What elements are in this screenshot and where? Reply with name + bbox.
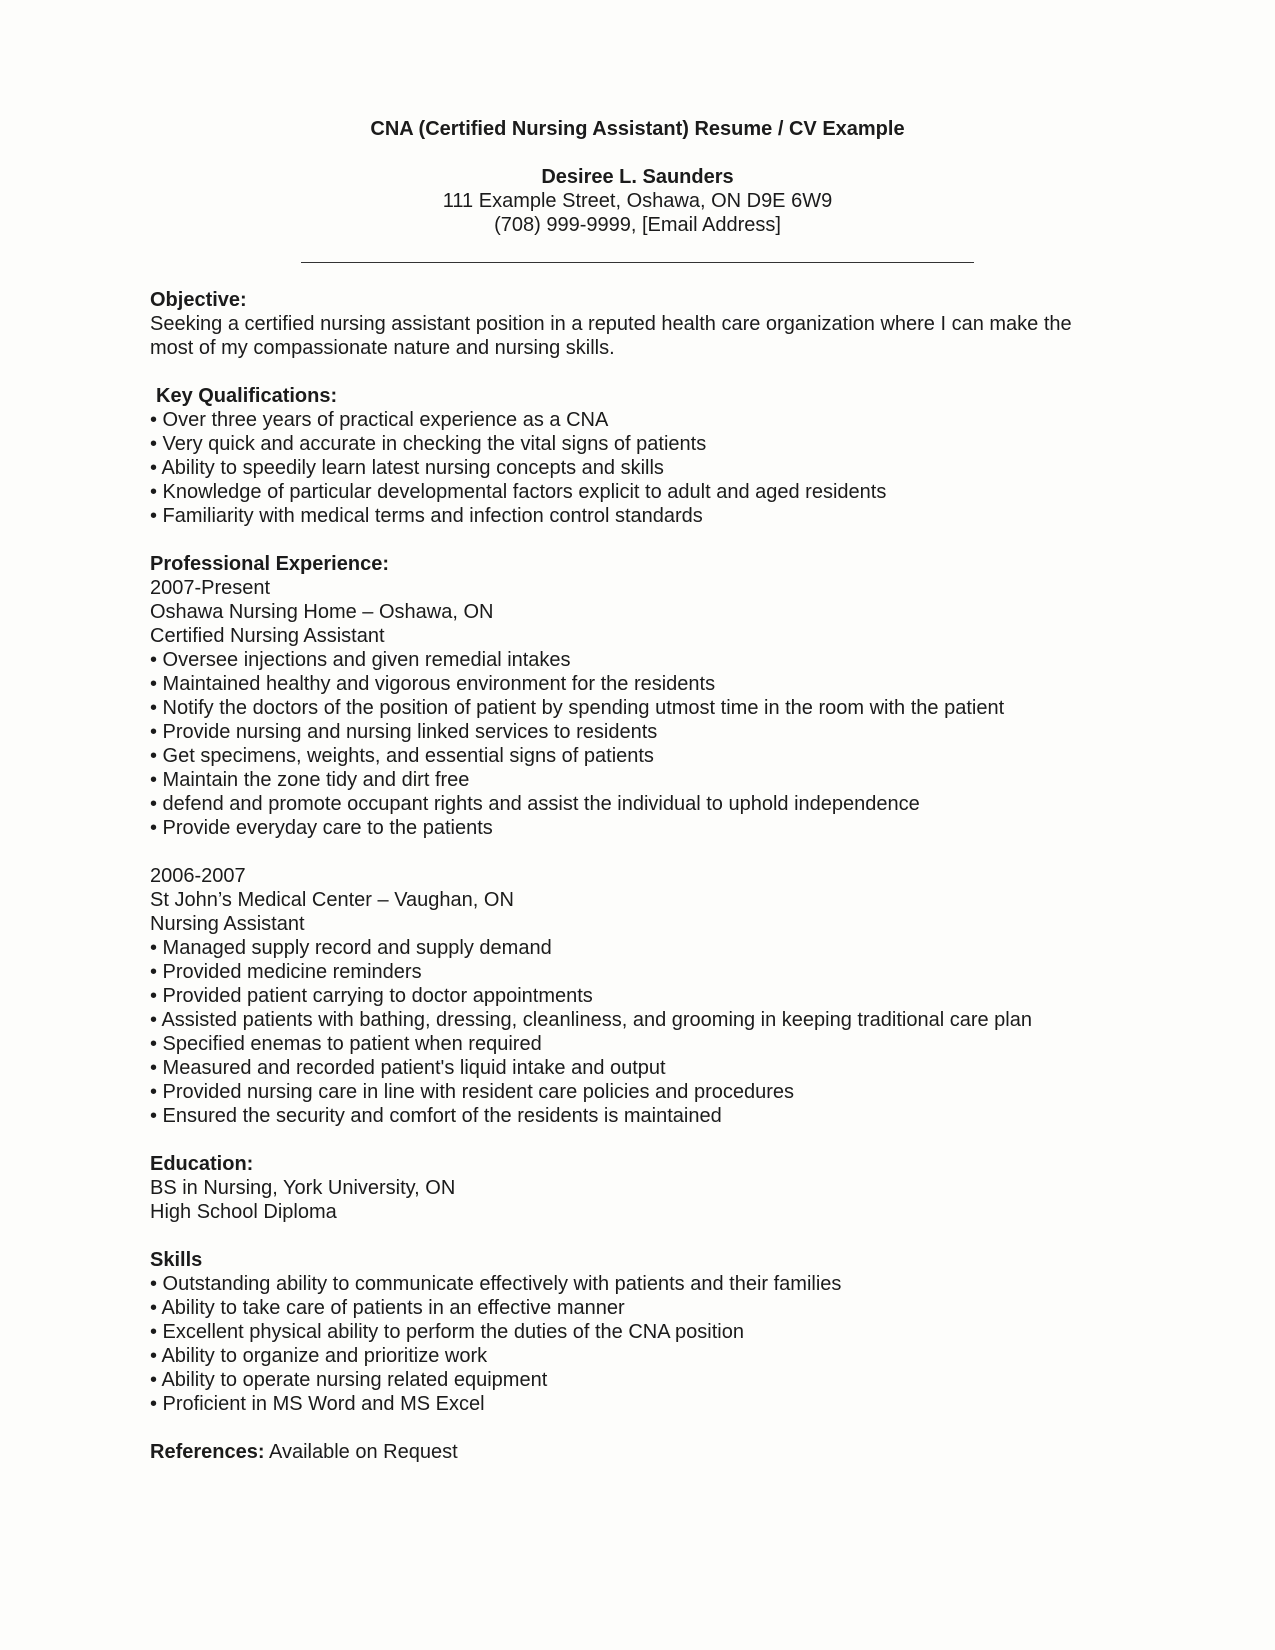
education-heading: Education: [150, 1153, 254, 1175]
references-line [150, 1440, 1150, 1464]
job-employer: St John’s Medical Center – Vaughan, ON [150, 889, 514, 911]
skill-item: • Excellent physical ability to perform the duties of the CNA position [150, 1321, 744, 1343]
job-duty-item: • Measured and recorded patient's liquid intake and output [150, 1057, 666, 1079]
education-item: BS in Nursing, York University, ON [150, 1177, 456, 1199]
experience-heading: Professional Experience: [150, 553, 389, 575]
document-title: CNA (Certified Nursing Assistant) Resume / CV Example [370, 118, 905, 140]
skill-item: • Ability to operate nursing related equipment [150, 1369, 548, 1391]
skill-item: • Ability to take care of patients in an effective manner [150, 1297, 625, 1319]
resume-body [150, 288, 1150, 1464]
job-dates: 2007-Present [150, 577, 271, 599]
job-duty-item: • Notify the doctors of the position of patient by spending utmost time in the room with the patient [150, 697, 1005, 719]
job-duty-item: • Maintained healthy and vigorous environment for the residents [150, 673, 716, 695]
job-duty-item: • Managed supply record and supply demand [150, 937, 552, 959]
qualification-item: • Over three years of practical experience as a CNA [150, 409, 609, 431]
job-duty-item: • Assisted patients with bathing, dressing, cleanliness, and grooming in keeping traditional care plan [150, 1009, 1032, 1031]
job-dates: 2006-2007 [150, 865, 246, 887]
job-role: Nursing Assistant [150, 913, 305, 935]
contact-header [0, 165, 1275, 237]
qualifications-heading: Key Qualifications: [156, 385, 338, 407]
job-employer: Oshawa Nursing Home – Oshawa, ON [150, 601, 494, 623]
job-duty-item: • Get specimens, weights, and essential signs of patients [150, 745, 654, 767]
skill-item: • Proficient in MS Word and MS Excel [150, 1393, 485, 1415]
skill-item: • Ability to organize and prioritize work [150, 1345, 488, 1367]
objective-line: Seeking a certified nursing assistant position in a reputed health care organization where I can make the [150, 313, 1072, 335]
job-duty-item: • Provide everyday care to the patients [150, 817, 493, 839]
qualification-item: • Familiarity with medical terms and infection control standards [150, 505, 703, 527]
objective-heading: Objective: [150, 289, 247, 311]
job-duty-item: • Ensured the security and comfort of the residents is maintained [150, 1105, 722, 1127]
address: 111 Example Street, Oshawa, ON D9E 6W9 [442, 190, 833, 212]
header-divider [301, 262, 974, 263]
job-duty-item: • Provide nursing and nursing linked services to residents [150, 721, 658, 743]
education-item: High School Diploma [150, 1201, 337, 1223]
job-duty-item: • Provided patient carrying to doctor appointments [150, 985, 593, 1007]
candidate-name: Desiree L. Saunders [541, 166, 734, 188]
job-duty-item: • Specified enemas to patient when required [150, 1033, 542, 1055]
qualification-item: • Knowledge of particular developmental factors explicit to adult and aged residents [150, 481, 887, 503]
job-duty-item: • Maintain the zone tidy and dirt free [150, 769, 470, 791]
skill-item: • Outstanding ability to communicate effectively with patients and their families [150, 1273, 842, 1295]
qualification-item: • Very quick and accurate in checking the vital signs of patients [150, 433, 707, 455]
references-value: Available on Request [264, 1441, 458, 1463]
job-duty-item: • Provided medicine reminders [150, 961, 422, 983]
references-label: References: [150, 1441, 265, 1463]
job-duty-item: • defend and promote occupant rights and assist the individual to uphold independence [150, 793, 920, 815]
objective-line: most of my compassionate nature and nursing skills. [150, 337, 615, 359]
qualification-item: • Ability to speedily learn latest nursing concepts and skills [150, 457, 664, 479]
skills-heading: Skills [150, 1249, 203, 1271]
job-duty-item: • Oversee injections and given remedial intakes [150, 649, 571, 671]
contact-info: (708) 999-9999, [Email Address] [494, 214, 781, 236]
job-duty-item: • Provided nursing care in line with resident care policies and procedures [150, 1081, 795, 1103]
job-role: Certified Nursing Assistant [150, 625, 385, 647]
